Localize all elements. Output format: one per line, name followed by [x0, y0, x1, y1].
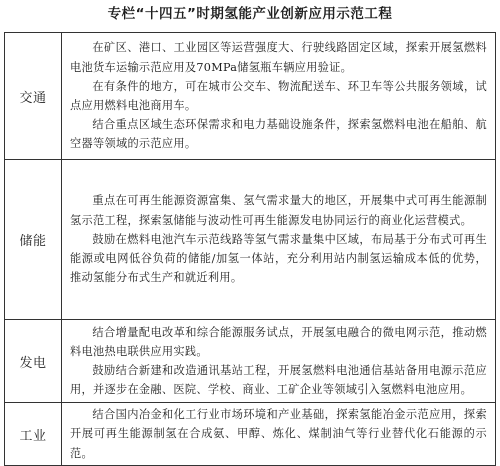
table-title: 专栏“十四五”时期氢能产业创新应用示范工程	[107, 6, 393, 22]
category-cell: 工业	[5, 403, 62, 466]
paragraph: 结合国内冶金和化工行业市场环境和产业基础，探索氢能冶金示范应用，探索开展可再生能源制氢在合成氨、甲醇、炼化、煤制油气等行业替代化石能源的示范。	[70, 408, 487, 460]
paragraph: 结合重点区域生态环保需求和电力基础设施条件，探索氢燃料电池在船舶、航空器等领域的示范应用。	[70, 118, 487, 151]
paragraph: 在有条件的地方，可在城市公交车、物流配送车、环卫车等公共服务领域，试点应用燃料电池商用车。	[70, 79, 487, 112]
paragraph: 鼓励在燃料电池汽车示范线路等氢气需求量集中区域，布局基于分布式可再生能源或电网低谷负荷的储能/加氢一体站，充分利用站内制氢运输成本低的优势，推动氢能分布式生产和就近利用。	[70, 232, 487, 285]
category-cell: 交通	[5, 33, 62, 160]
category-cell: 储能	[5, 160, 62, 320]
paragraph: 鼓励结合新建和改造通讯基站工程，开展氢燃料电池通信基站备用电源示范应用，并逐步在金融、医院、学校、商业、工矿企业等领域引入氢燃料电池应用。	[70, 364, 487, 397]
paragraph: 结合增量配电改革和综合能源服务试点，开展氢电融合的微电网示范，推动燃料电池热电联供应用实践。	[70, 325, 487, 358]
content-cell	[62, 33, 496, 160]
table-row-industry	[5, 403, 496, 466]
paragraph: 在矿区、港口、工业园区等运营强度大、行驶线路固定区域，探索开展氢燃料电池货车运输示范应用及70MPa储氢瓶车辆应用验证。	[70, 41, 487, 74]
paragraph: 重点在可再生能源资源富集、氢气需求量大的地区，开展集中式可再生能源制氢示范工程，探索氢储能与波动性可再生能源发电协同运行的商业化运营模式。	[70, 194, 487, 227]
demonstration-table	[4, 32, 496, 466]
category-cell: 发电	[5, 320, 62, 403]
table-row-storage	[5, 160, 496, 320]
table-row-transport	[5, 33, 496, 160]
content-cell	[62, 320, 496, 403]
content-cell	[62, 160, 496, 320]
table-row-power	[5, 320, 496, 403]
content-cell	[62, 403, 496, 466]
